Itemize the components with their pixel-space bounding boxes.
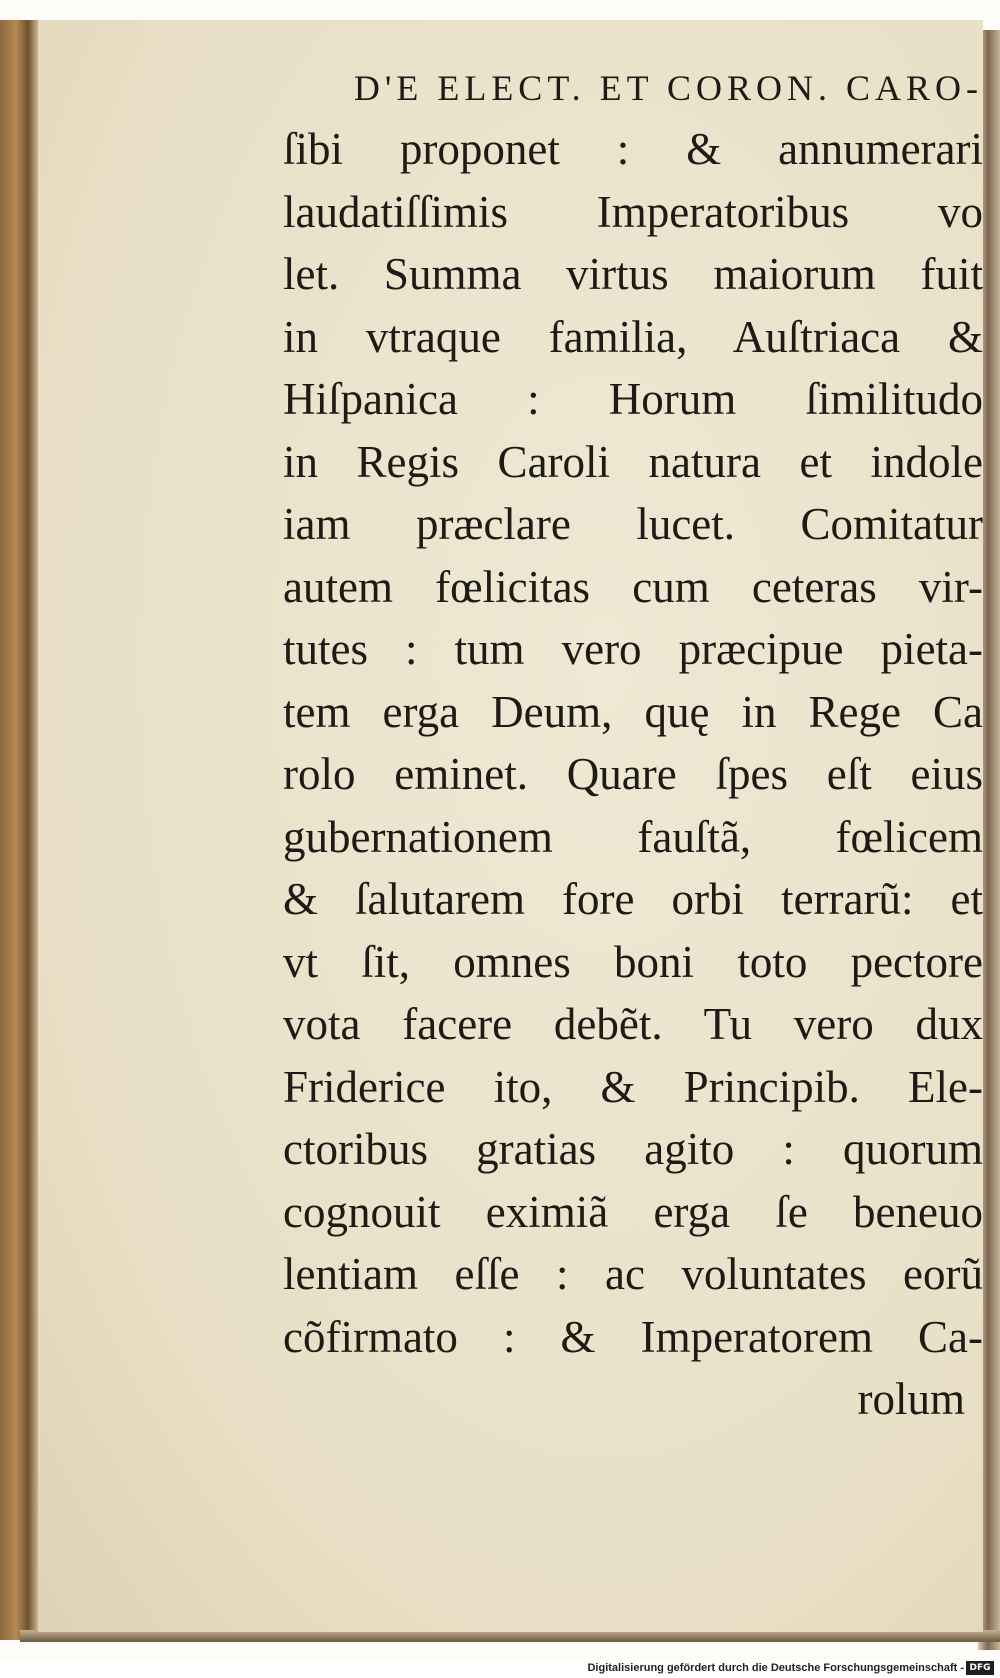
text-line: in Regis Caroli natura et indole — [283, 436, 983, 487]
text-line: vt ſit, omnes boni toto pectore — [283, 936, 983, 987]
text-line: autem fœlicitas cum ceteras vir- — [283, 561, 983, 612]
text-line: ſibi proponet : & annumerari — [283, 124, 983, 174]
text-line: cognouit eximiã erga ſe beneuo — [283, 1186, 983, 1237]
text-line: ctoribus gratias agito : quorum — [283, 1124, 983, 1174]
text-line: let. Summa virtus maiorum fuit — [283, 249, 983, 299]
text-line: tutes : tum vero præcipue pieta- — [283, 624, 983, 674]
text-line: gubernationem fauſtã, fœlicem — [283, 811, 983, 862]
text-line: & ſalutarem fore orbi terrarũ: et — [283, 874, 983, 924]
text-line: lentiam eſſe : ac voluntates eorũ — [283, 1249, 983, 1299]
text-line: cõfirmato : & Imperatorem Ca- — [283, 1311, 983, 1362]
text-line: laudatiſſimis Imperatoribus vo — [283, 186, 983, 237]
text-line: Friderice ito, & Principib. Ele- — [283, 1061, 983, 1112]
text-line: iam præclare lucet. Comitatur — [283, 499, 983, 549]
catchword: rolum — [857, 1374, 965, 1424]
book-spine-edge — [0, 20, 40, 1640]
dfg-logo-icon: DFG — [966, 1661, 994, 1675]
text-line: tem erga Deum, quę in Rege Ca — [283, 686, 983, 737]
text-line: Hiſpanica : Horum ſimilitudo — [283, 374, 983, 424]
text-line: vota facere debẽt. Tu vero dux — [283, 999, 983, 1049]
digitization-credit: Digitalisierung gefördert durch die Deutsche Forschungsgemeinschaft - — [587, 1662, 964, 1674]
text-line: in vtraque familia, Auſtriaca & — [283, 311, 983, 362]
printed-text-block — [283, 58, 983, 1431]
text-line: rolo eminet. Quare ſpes eſt eius — [283, 749, 983, 799]
running-head: D'E ELECT. ET CORON. CARO- — [353, 68, 983, 108]
